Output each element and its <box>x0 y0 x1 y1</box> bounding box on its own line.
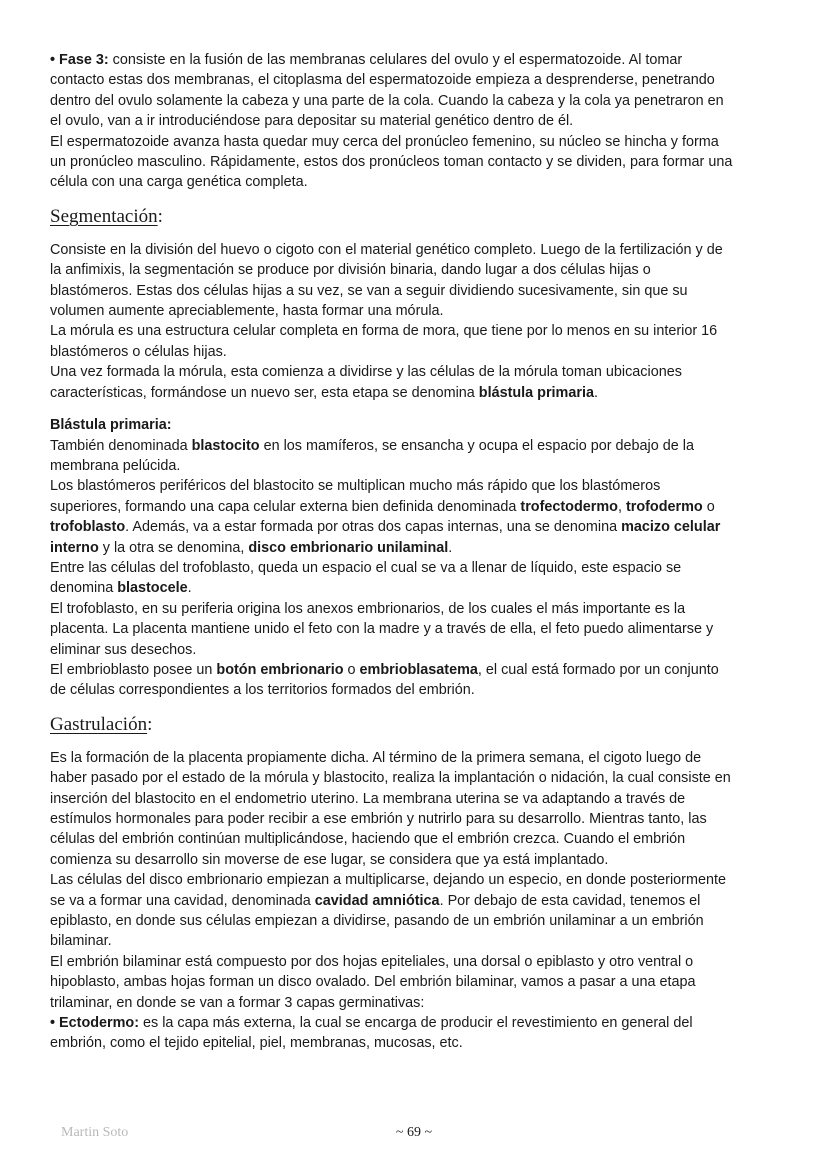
text-line: Una vez formada la mórula, esta comienza a dividirse y las células de la mórula toman ubicaciones <box>50 364 682 381</box>
gastrulacion-paragraph <box>50 748 778 1054</box>
blastula-paragraph <box>50 415 778 701</box>
text-line: embrión, como el tejido epitelial, piel, membranas, mucosas, etc. <box>50 1035 463 1052</box>
text-line: haber pasado por el estado de la mórula y blastocito, realiza la implantación o nidación, la cual consiste en <box>50 770 731 787</box>
text-line: hipoblasto, ambas hojas forman un disco ovalado. Del embrión bilaminar, vamos a pasar a una etapa <box>50 974 696 991</box>
text-line: membrana pelúcida. <box>50 457 181 474</box>
text-line: Es la formación de la placenta propiamente dicha. Al término de la primera semana, el cigoto luego de <box>50 749 702 766</box>
text-line: • Fase 3: consiste en la fusión de las membranas celulares del ovulo y el espermatozoide. Al tomar <box>50 52 683 68</box>
text-line: trilaminar, en donde se van a formar 3 capas germinativas: <box>50 994 425 1011</box>
text-line: También denominada blastocito en los mamíferos, se ensancha y ocupa el espacio por debajo de la <box>50 437 694 454</box>
text-line: La mórula es una estructura celular completa en forma de mora, que tiene por lo menos en su interior 16 <box>50 323 718 340</box>
text-line: Las células del disco embrionario empiezan a multiplicarse, dejando un especio, en donde posteriormente <box>50 872 726 889</box>
text-line: célula con una carga genética completa. <box>50 174 308 191</box>
text-line: Entre las células del trofoblasto, queda un espacio el cual se va a llenar de líquido, este espacio se <box>50 559 682 576</box>
text-line: superiores, formando una capa celular externa bien definida denominada trofectodermo, trofodermo o <box>50 498 715 515</box>
text-line: Consiste en la división del huevo o cigoto con el material genético completo. Luego de la fertilización y de <box>50 241 723 258</box>
text-line: El trofoblasto, en su periferia origina los anexos embrionarios, de los cuales el más importante es la <box>50 600 686 617</box>
term-bold: Fase 3: <box>59 52 109 68</box>
text-line: Los blastómeros periféricos del blastocito se multiplican mucho más rápido que los blastómeros <box>50 478 661 495</box>
subheading-blastula: Blástula primaria: <box>50 417 172 434</box>
fase3-paragraph <box>50 50 778 193</box>
text-line: bilaminar. <box>50 933 112 950</box>
page-number: ~ 69 ~ <box>395 1125 433 1140</box>
footer-author: Martin Soto <box>61 1125 129 1140</box>
text-line: blastómeros o células hijas. <box>50 343 227 360</box>
text-line: • Ectodermo: es la capa más externa, la cual se encarga de producir el revestimiento en general del <box>50 1015 693 1032</box>
text-line: El embrioblasto posee un botón embrionario o embrioblasatema, el cual está formado por un conjunto <box>50 661 719 678</box>
text-line: volumen aumente apreciablemente, hasta formar una mórula. <box>50 303 444 320</box>
section-title-segmentacion: Segmentación: <box>50 205 163 227</box>
text-line: células del embrión continúan multiplicándose, haciendo que el embrión crezca. Cuando el embrión <box>50 831 686 848</box>
text-line: El embrión bilaminar está compuesto por dos hojas epiteliales, una dorsal o epiblasto y otro ventral o <box>50 953 694 970</box>
text-line: características, formándose un nuevo ser, esta etapa se denomina blástula primaria. <box>50 384 598 401</box>
page-content <box>50 50 778 1054</box>
text-line: eliminar sus desechos. <box>50 641 197 658</box>
text-line: inserción del blastocito en el endometrio uterino. La membrana uterina se va adaptando a través de <box>50 790 686 807</box>
text-line: epiblasto, en donde sus células empiezan a dividirse, pasando de un embrión unilaminar a un embrión <box>50 913 704 930</box>
text-line: estímulos hormonales para poder recibir a ese embrión y nutrirlo para su desarrollo. Mientras tanto, las <box>50 811 707 827</box>
section-title-gastrulacion: Gastrulación: <box>50 713 153 735</box>
text-line: denomina blastocele. <box>50 580 192 597</box>
text-line: el ovulo, van a ir introduciéndose para depositar su material genético dentro de él. <box>50 113 574 130</box>
text-line: la anfimixis, la segmentación se produce por división binaria, dando lugar a dos células hijas o <box>50 262 651 279</box>
text-line: comienza su desarrollo sin moverse de ese lugar, se considera que ya está implantado. <box>50 851 609 868</box>
text-line: de células correspondientes a los territorios formados del embrión. <box>50 682 475 699</box>
segmentacion-paragraph <box>50 240 778 403</box>
text-line: El espermatozoide avanza hasta quedar muy cerca del pronúcleo femenino, su núcleo se hincha y forma <box>50 133 719 150</box>
text-line: placenta. La placenta mantiene unido el feto con la madre y a través de ella, el feto puedo alimentarse y <box>50 621 714 638</box>
text-line: blastómeros. Estas dos células hijas a su vez, se van a seguir dividiendo sucesivamente, sin que su <box>50 282 688 299</box>
text-line: se va a formar una cavidad, denominada cavidad amniótica. Por debajo de esta cavidad, tenemos el <box>50 892 701 909</box>
text-line: trofoblasto. Además, va a estar formada por otras dos capas internas, una se denomina macizo celular <box>50 519 721 536</box>
text-line: dentro del ovulo solamente la cabeza y una parte de la cola. Cuando la cabeza y la cola ya penetraron en <box>50 92 724 109</box>
text-line: interno y la otra se denomina, disco embrionario unilaminal. <box>50 539 453 556</box>
bullet: • <box>50 52 56 68</box>
text-line: un pronúcleo masculino. Rápidamente, estos dos pronúcleos toman contacto y se dividen, para formar una <box>50 154 733 171</box>
bullet: • <box>50 1015 56 1032</box>
text-line: contacto estas dos membranas, el citoplasma del espermatozoide empieza a desprenderse, penetrando <box>50 72 715 89</box>
